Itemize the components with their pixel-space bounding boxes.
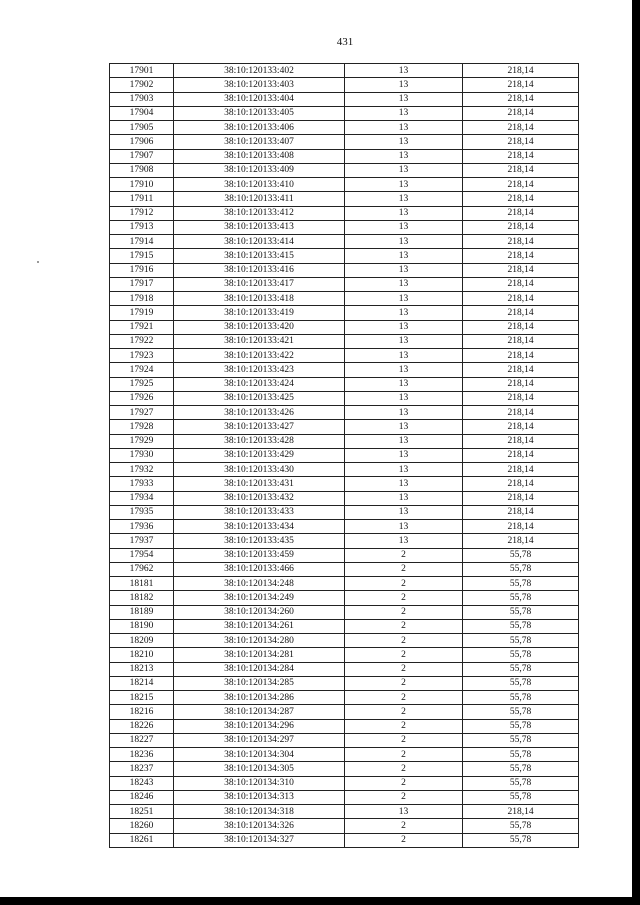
table-row bbox=[110, 833, 579, 847]
table-row bbox=[110, 277, 579, 291]
cadastral-number-cell: 38:10:120133:419 bbox=[174, 306, 345, 320]
row-number-cell: 17911 bbox=[110, 192, 174, 206]
count-cell: 13 bbox=[345, 263, 463, 277]
table-row bbox=[110, 434, 579, 448]
cadastral-number-cell: 38:10:120133:412 bbox=[174, 206, 345, 220]
value-cell: 218,14 bbox=[463, 292, 579, 306]
count-cell: 13 bbox=[345, 805, 463, 819]
value-cell: 218,14 bbox=[463, 448, 579, 462]
value-cell: 218,14 bbox=[463, 406, 579, 420]
table-row bbox=[110, 349, 579, 363]
cadastral-number-cell: 38:10:120133:421 bbox=[174, 334, 345, 348]
count-cell: 13 bbox=[345, 448, 463, 462]
scan-speck bbox=[37, 261, 39, 263]
value-cell: 55,78 bbox=[463, 548, 579, 562]
value-cell: 218,14 bbox=[463, 121, 579, 135]
count-cell: 13 bbox=[345, 349, 463, 363]
count-cell: 13 bbox=[345, 135, 463, 149]
value-cell: 218,14 bbox=[463, 520, 579, 534]
value-cell: 218,14 bbox=[463, 463, 579, 477]
cadastral-number-cell: 38:10:120133:425 bbox=[174, 391, 345, 405]
count-cell: 13 bbox=[345, 420, 463, 434]
count-cell: 13 bbox=[345, 491, 463, 505]
row-number-cell: 17937 bbox=[110, 534, 174, 548]
row-number-cell: 17923 bbox=[110, 349, 174, 363]
row-number-cell: 17908 bbox=[110, 163, 174, 177]
row-number-cell: 18227 bbox=[110, 733, 174, 747]
count-cell: 2 bbox=[345, 819, 463, 833]
row-number-cell: 17904 bbox=[110, 106, 174, 120]
row-number-cell: 17913 bbox=[110, 220, 174, 234]
value-cell: 218,14 bbox=[463, 235, 579, 249]
table-row bbox=[110, 577, 579, 591]
value-cell: 218,14 bbox=[463, 306, 579, 320]
cadastral-number-cell: 38:10:120133:413 bbox=[174, 220, 345, 234]
count-cell: 2 bbox=[345, 648, 463, 662]
count-cell: 13 bbox=[345, 192, 463, 206]
table-row bbox=[110, 420, 579, 434]
value-cell: 55,78 bbox=[463, 676, 579, 690]
value-cell: 218,14 bbox=[463, 78, 579, 92]
value-cell: 218,14 bbox=[463, 334, 579, 348]
row-number-cell: 17907 bbox=[110, 149, 174, 163]
cadastral-number-cell: 38:10:120134:304 bbox=[174, 748, 345, 762]
count-cell: 13 bbox=[345, 406, 463, 420]
cadastral-number-cell: 38:10:120133:434 bbox=[174, 520, 345, 534]
count-cell: 13 bbox=[345, 149, 463, 163]
value-cell: 218,14 bbox=[463, 163, 579, 177]
row-number-cell: 17929 bbox=[110, 434, 174, 448]
count-cell: 13 bbox=[345, 520, 463, 534]
count-cell: 2 bbox=[345, 790, 463, 804]
count-cell: 13 bbox=[345, 292, 463, 306]
count-cell: 13 bbox=[345, 235, 463, 249]
row-number-cell: 18237 bbox=[110, 762, 174, 776]
cadastral-number-cell: 38:10:120133:422 bbox=[174, 349, 345, 363]
cadastral-number-cell: 38:10:120133:407 bbox=[174, 135, 345, 149]
table-row bbox=[110, 363, 579, 377]
value-cell: 218,14 bbox=[463, 420, 579, 434]
table-row bbox=[110, 263, 579, 277]
row-number-cell: 17936 bbox=[110, 520, 174, 534]
table-row bbox=[110, 406, 579, 420]
row-number-cell: 17910 bbox=[110, 178, 174, 192]
row-number-cell: 18210 bbox=[110, 648, 174, 662]
table-row bbox=[110, 776, 579, 790]
table-row bbox=[110, 135, 579, 149]
count-cell: 13 bbox=[345, 106, 463, 120]
value-cell: 55,78 bbox=[463, 662, 579, 676]
row-number-cell: 17918 bbox=[110, 292, 174, 306]
row-number-cell: 17927 bbox=[110, 406, 174, 420]
cadastral-number-cell: 38:10:120134:326 bbox=[174, 819, 345, 833]
value-cell: 218,14 bbox=[463, 178, 579, 192]
cadastral-number-cell: 38:10:120133:406 bbox=[174, 121, 345, 135]
cadastral-number-cell: 38:10:120133:416 bbox=[174, 263, 345, 277]
table-row bbox=[110, 733, 579, 747]
row-number-cell: 18261 bbox=[110, 833, 174, 847]
value-cell: 218,14 bbox=[463, 92, 579, 106]
page-number: 431 bbox=[336, 36, 354, 48]
row-number-cell: 17919 bbox=[110, 306, 174, 320]
value-cell: 218,14 bbox=[463, 477, 579, 491]
value-cell: 218,14 bbox=[463, 377, 579, 391]
count-cell: 13 bbox=[345, 320, 463, 334]
cadastral-number-cell: 38:10:120133:426 bbox=[174, 406, 345, 420]
row-number-cell: 18226 bbox=[110, 719, 174, 733]
value-cell: 55,78 bbox=[463, 619, 579, 633]
cadastral-number-cell: 38:10:120133:405 bbox=[174, 106, 345, 120]
count-cell: 2 bbox=[345, 605, 463, 619]
count-cell: 2 bbox=[345, 591, 463, 605]
cadastral-number-cell: 38:10:120134:285 bbox=[174, 676, 345, 690]
count-cell: 2 bbox=[345, 691, 463, 705]
row-number-cell: 17906 bbox=[110, 135, 174, 149]
table-row bbox=[110, 691, 579, 705]
cadastral-number-cell: 38:10:120134:286 bbox=[174, 691, 345, 705]
count-cell: 2 bbox=[345, 634, 463, 648]
cadastral-number-cell: 38:10:120134:310 bbox=[174, 776, 345, 790]
table-row bbox=[110, 805, 579, 819]
row-number-cell: 18214 bbox=[110, 676, 174, 690]
cadastral-number-cell: 38:10:120133:402 bbox=[174, 64, 345, 78]
row-number-cell: 17922 bbox=[110, 334, 174, 348]
count-cell: 2 bbox=[345, 662, 463, 676]
row-number-cell: 18190 bbox=[110, 619, 174, 633]
table-row bbox=[110, 605, 579, 619]
value-cell: 218,14 bbox=[463, 391, 579, 405]
row-number-cell: 17917 bbox=[110, 277, 174, 291]
table-row bbox=[110, 220, 579, 234]
table-row bbox=[110, 377, 579, 391]
cadastral-number-cell: 38:10:120134:318 bbox=[174, 805, 345, 819]
registry-table bbox=[109, 63, 579, 848]
value-cell: 218,14 bbox=[463, 106, 579, 120]
count-cell: 2 bbox=[345, 705, 463, 719]
row-number-cell: 18209 bbox=[110, 634, 174, 648]
table-row bbox=[110, 121, 579, 135]
table-row bbox=[110, 163, 579, 177]
count-cell: 13 bbox=[345, 277, 463, 291]
table-row bbox=[110, 719, 579, 733]
count-cell: 13 bbox=[345, 363, 463, 377]
count-cell: 13 bbox=[345, 377, 463, 391]
cadastral-number-cell: 38:10:120133:466 bbox=[174, 562, 345, 576]
count-cell: 2 bbox=[345, 833, 463, 847]
cadastral-number-cell: 38:10:120134:248 bbox=[174, 577, 345, 591]
cadastral-number-cell: 38:10:120133:404 bbox=[174, 92, 345, 106]
table-row bbox=[110, 64, 579, 78]
table-row bbox=[110, 334, 579, 348]
cadastral-number-cell: 38:10:120133:414 bbox=[174, 235, 345, 249]
count-cell: 2 bbox=[345, 562, 463, 576]
row-number-cell: 18189 bbox=[110, 605, 174, 619]
count-cell: 2 bbox=[345, 719, 463, 733]
cadastral-number-cell: 38:10:120134:280 bbox=[174, 634, 345, 648]
row-number-cell: 17915 bbox=[110, 249, 174, 263]
table-row bbox=[110, 320, 579, 334]
value-cell: 218,14 bbox=[463, 135, 579, 149]
cadastral-number-cell: 38:10:120133:428 bbox=[174, 434, 345, 448]
value-cell: 218,14 bbox=[463, 277, 579, 291]
table-row bbox=[110, 477, 579, 491]
cadastral-number-cell: 38:10:120133:410 bbox=[174, 178, 345, 192]
cadastral-number-cell: 38:10:120133:403 bbox=[174, 78, 345, 92]
cadastral-number-cell: 38:10:120134:296 bbox=[174, 719, 345, 733]
value-cell: 218,14 bbox=[463, 349, 579, 363]
count-cell: 13 bbox=[345, 206, 463, 220]
cadastral-number-cell: 38:10:120133:420 bbox=[174, 320, 345, 334]
table-row bbox=[110, 192, 579, 206]
row-number-cell: 17928 bbox=[110, 420, 174, 434]
row-number-cell: 18216 bbox=[110, 705, 174, 719]
cadastral-number-cell: 38:10:120134:281 bbox=[174, 648, 345, 662]
count-cell: 13 bbox=[345, 249, 463, 263]
count-cell: 13 bbox=[345, 92, 463, 106]
value-cell: 218,14 bbox=[463, 149, 579, 163]
value-cell: 55,78 bbox=[463, 833, 579, 847]
count-cell: 13 bbox=[345, 64, 463, 78]
count-cell: 13 bbox=[345, 534, 463, 548]
row-number-cell: 18182 bbox=[110, 591, 174, 605]
row-number-cell: 17954 bbox=[110, 548, 174, 562]
table-row bbox=[110, 292, 579, 306]
cadastral-number-cell: 38:10:120133:423 bbox=[174, 363, 345, 377]
row-number-cell: 17916 bbox=[110, 263, 174, 277]
count-cell: 2 bbox=[345, 733, 463, 747]
count-cell: 2 bbox=[345, 676, 463, 690]
value-cell: 218,14 bbox=[463, 192, 579, 206]
count-cell: 2 bbox=[345, 776, 463, 790]
row-number-cell: 17932 bbox=[110, 463, 174, 477]
table-row bbox=[110, 491, 579, 505]
value-cell: 55,78 bbox=[463, 591, 579, 605]
row-number-cell: 17924 bbox=[110, 363, 174, 377]
count-cell: 2 bbox=[345, 748, 463, 762]
cadastral-number-cell: 38:10:120133:432 bbox=[174, 491, 345, 505]
row-number-cell: 17935 bbox=[110, 505, 174, 519]
count-cell: 2 bbox=[345, 619, 463, 633]
count-cell: 13 bbox=[345, 306, 463, 320]
row-number-cell: 17914 bbox=[110, 235, 174, 249]
value-cell: 218,14 bbox=[463, 263, 579, 277]
table-row bbox=[110, 819, 579, 833]
table-row bbox=[110, 705, 579, 719]
cadastral-number-cell: 38:10:120133:424 bbox=[174, 377, 345, 391]
table-row bbox=[110, 306, 579, 320]
count-cell: 13 bbox=[345, 334, 463, 348]
row-number-cell: 17903 bbox=[110, 92, 174, 106]
value-cell: 55,78 bbox=[463, 719, 579, 733]
table-row bbox=[110, 591, 579, 605]
cadastral-number-cell: 38:10:120134:261 bbox=[174, 619, 345, 633]
value-cell: 218,14 bbox=[463, 505, 579, 519]
value-cell: 55,78 bbox=[463, 705, 579, 719]
count-cell: 2 bbox=[345, 762, 463, 776]
value-cell: 55,78 bbox=[463, 748, 579, 762]
cadastral-number-cell: 38:10:120134:305 bbox=[174, 762, 345, 776]
value-cell: 55,78 bbox=[463, 762, 579, 776]
count-cell: 13 bbox=[345, 434, 463, 448]
row-number-cell: 17905 bbox=[110, 121, 174, 135]
cadastral-number-cell: 38:10:120133:427 bbox=[174, 420, 345, 434]
table-row bbox=[110, 235, 579, 249]
row-number-cell: 18246 bbox=[110, 790, 174, 804]
cadastral-number-cell: 38:10:120133:431 bbox=[174, 477, 345, 491]
table-row bbox=[110, 463, 579, 477]
value-cell: 218,14 bbox=[463, 363, 579, 377]
row-number-cell: 17926 bbox=[110, 391, 174, 405]
value-cell: 55,78 bbox=[463, 634, 579, 648]
count-cell: 2 bbox=[345, 548, 463, 562]
cadastral-number-cell: 38:10:120133:408 bbox=[174, 149, 345, 163]
cadastral-number-cell: 38:10:120133:429 bbox=[174, 448, 345, 462]
cadastral-number-cell: 38:10:120134:260 bbox=[174, 605, 345, 619]
table-row bbox=[110, 505, 579, 519]
value-cell: 55,78 bbox=[463, 790, 579, 804]
table-row bbox=[110, 534, 579, 548]
value-cell: 218,14 bbox=[463, 805, 579, 819]
value-cell: 218,14 bbox=[463, 320, 579, 334]
row-number-cell: 18260 bbox=[110, 819, 174, 833]
value-cell: 55,78 bbox=[463, 776, 579, 790]
count-cell: 13 bbox=[345, 163, 463, 177]
row-number-cell: 18181 bbox=[110, 577, 174, 591]
value-cell: 55,78 bbox=[463, 819, 579, 833]
count-cell: 13 bbox=[345, 391, 463, 405]
cadastral-number-cell: 38:10:120133:417 bbox=[174, 277, 345, 291]
cadastral-number-cell: 38:10:120134:297 bbox=[174, 733, 345, 747]
count-cell: 13 bbox=[345, 220, 463, 234]
value-cell: 55,78 bbox=[463, 691, 579, 705]
count-cell: 13 bbox=[345, 505, 463, 519]
table-row bbox=[110, 520, 579, 534]
table-row bbox=[110, 619, 579, 633]
value-cell: 55,78 bbox=[463, 648, 579, 662]
row-number-cell: 17901 bbox=[110, 64, 174, 78]
count-cell: 13 bbox=[345, 78, 463, 92]
row-number-cell: 17933 bbox=[110, 477, 174, 491]
cadastral-number-cell: 38:10:120133:459 bbox=[174, 548, 345, 562]
row-number-cell: 18243 bbox=[110, 776, 174, 790]
count-cell: 13 bbox=[345, 477, 463, 491]
value-cell: 218,14 bbox=[463, 491, 579, 505]
row-number-cell: 17902 bbox=[110, 78, 174, 92]
table-row bbox=[110, 634, 579, 648]
count-cell: 13 bbox=[345, 121, 463, 135]
cadastral-number-cell: 38:10:120134:284 bbox=[174, 662, 345, 676]
cadastral-number-cell: 38:10:120133:409 bbox=[174, 163, 345, 177]
table-row bbox=[110, 648, 579, 662]
table-row bbox=[110, 178, 579, 192]
table-body bbox=[110, 64, 579, 848]
cadastral-number-cell: 38:10:120133:415 bbox=[174, 249, 345, 263]
table-row bbox=[110, 548, 579, 562]
value-cell: 55,78 bbox=[463, 605, 579, 619]
cadastral-number-cell: 38:10:120134:287 bbox=[174, 705, 345, 719]
table-row bbox=[110, 78, 579, 92]
table-row bbox=[110, 249, 579, 263]
table-row bbox=[110, 762, 579, 776]
table-row bbox=[110, 662, 579, 676]
count-cell: 13 bbox=[345, 463, 463, 477]
table-row bbox=[110, 748, 579, 762]
value-cell: 218,14 bbox=[463, 220, 579, 234]
table-row bbox=[110, 676, 579, 690]
row-number-cell: 18215 bbox=[110, 691, 174, 705]
value-cell: 218,14 bbox=[463, 434, 579, 448]
row-number-cell: 17930 bbox=[110, 448, 174, 462]
cadastral-number-cell: 38:10:120133:433 bbox=[174, 505, 345, 519]
value-cell: 55,78 bbox=[463, 733, 579, 747]
cadastral-number-cell: 38:10:120134:327 bbox=[174, 833, 345, 847]
cadastral-number-cell: 38:10:120133:411 bbox=[174, 192, 345, 206]
cadastral-number-cell: 38:10:120134:313 bbox=[174, 790, 345, 804]
cadastral-number-cell: 38:10:120134:249 bbox=[174, 591, 345, 605]
table-row bbox=[110, 790, 579, 804]
row-number-cell: 18236 bbox=[110, 748, 174, 762]
count-cell: 13 bbox=[345, 178, 463, 192]
table-row bbox=[110, 206, 579, 220]
table-row bbox=[110, 391, 579, 405]
value-cell: 55,78 bbox=[463, 562, 579, 576]
row-number-cell: 17921 bbox=[110, 320, 174, 334]
count-cell: 2 bbox=[345, 577, 463, 591]
cadastral-number-cell: 38:10:120133:418 bbox=[174, 292, 345, 306]
row-number-cell: 17934 bbox=[110, 491, 174, 505]
row-number-cell: 17912 bbox=[110, 206, 174, 220]
row-number-cell: 17962 bbox=[110, 562, 174, 576]
table-row bbox=[110, 106, 579, 120]
table-row bbox=[110, 448, 579, 462]
value-cell: 218,14 bbox=[463, 249, 579, 263]
table-row bbox=[110, 562, 579, 576]
value-cell: 218,14 bbox=[463, 64, 579, 78]
value-cell: 55,78 bbox=[463, 577, 579, 591]
cadastral-number-cell: 38:10:120133:435 bbox=[174, 534, 345, 548]
row-number-cell: 18251 bbox=[110, 805, 174, 819]
row-number-cell: 18213 bbox=[110, 662, 174, 676]
table-row bbox=[110, 92, 579, 106]
row-number-cell: 17925 bbox=[110, 377, 174, 391]
value-cell: 218,14 bbox=[463, 534, 579, 548]
cadastral-number-cell: 38:10:120133:430 bbox=[174, 463, 345, 477]
value-cell: 218,14 bbox=[463, 206, 579, 220]
table-row bbox=[110, 149, 579, 163]
